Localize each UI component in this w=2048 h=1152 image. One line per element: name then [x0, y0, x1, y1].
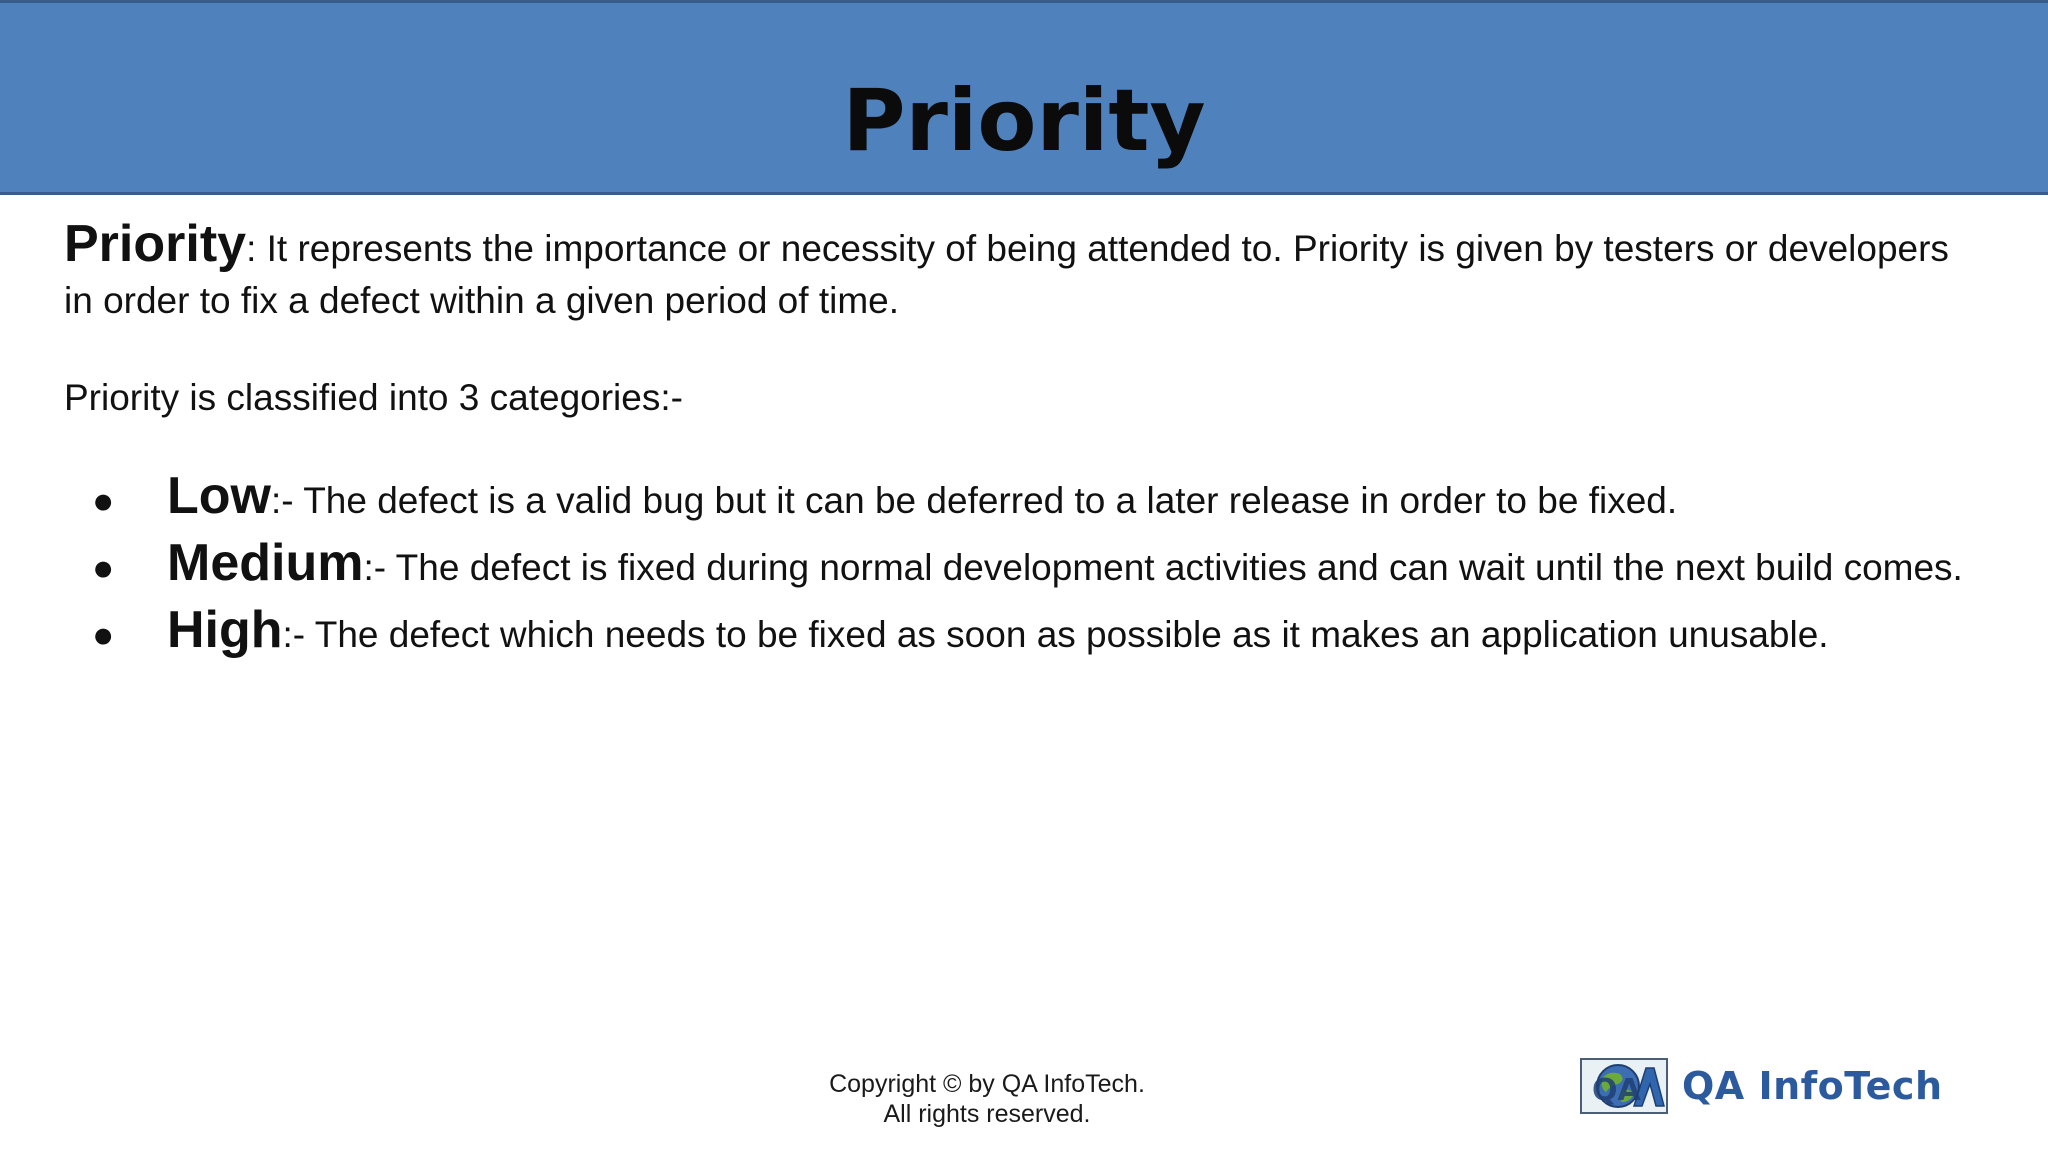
category-term: Low: [167, 467, 271, 525]
bullet-icon: ●: [92, 480, 115, 521]
slide-title: Priority: [842, 71, 1206, 171]
category-term: Medium: [167, 534, 364, 592]
category-medium: [0, 534, 2048, 594]
logo-name: QA InfoTech: [1682, 1064, 1943, 1108]
bullet-icon: ●: [92, 614, 115, 655]
globe-qa-logo-icon: [1580, 1058, 1668, 1114]
footer-copyright: [787, 1069, 1187, 1129]
category-description: :- The defect is fixed during normal development activities and can wait until the next build comes.: [363, 547, 1963, 588]
priority-definition: [64, 215, 1984, 327]
priority-category-list: [0, 467, 2048, 671]
logo-mark: QA: [1592, 1073, 1641, 1108]
category-term: High: [167, 601, 283, 659]
category-high: [0, 601, 2048, 661]
copyright-line: Copyright © by QA InfoTech.: [829, 1070, 1145, 1098]
categories-intro: Priority is classified into 3 categories:-: [64, 377, 683, 418]
definition-text: : It represents the importance or necessity of being attended to. Priority is given by testers or developers in order to fix a defect within a given period of time.: [64, 228, 1949, 321]
company-logo: [1580, 1056, 1943, 1116]
category-low: [0, 467, 2048, 527]
globe-qa-icon-graphic: [1582, 1060, 1666, 1112]
category-description: :- The defect which needs to be fixed as soon as possible as it makes an application unusable.: [282, 614, 1829, 655]
category-description: :- The defect is a valid bug but it can be deferred to a later release in order to be fixed.: [270, 480, 1678, 521]
rights-line: All rights reserved.: [883, 1100, 1091, 1128]
bullet-icon: ●: [92, 547, 115, 588]
definition-term: Priority: [64, 215, 247, 273]
